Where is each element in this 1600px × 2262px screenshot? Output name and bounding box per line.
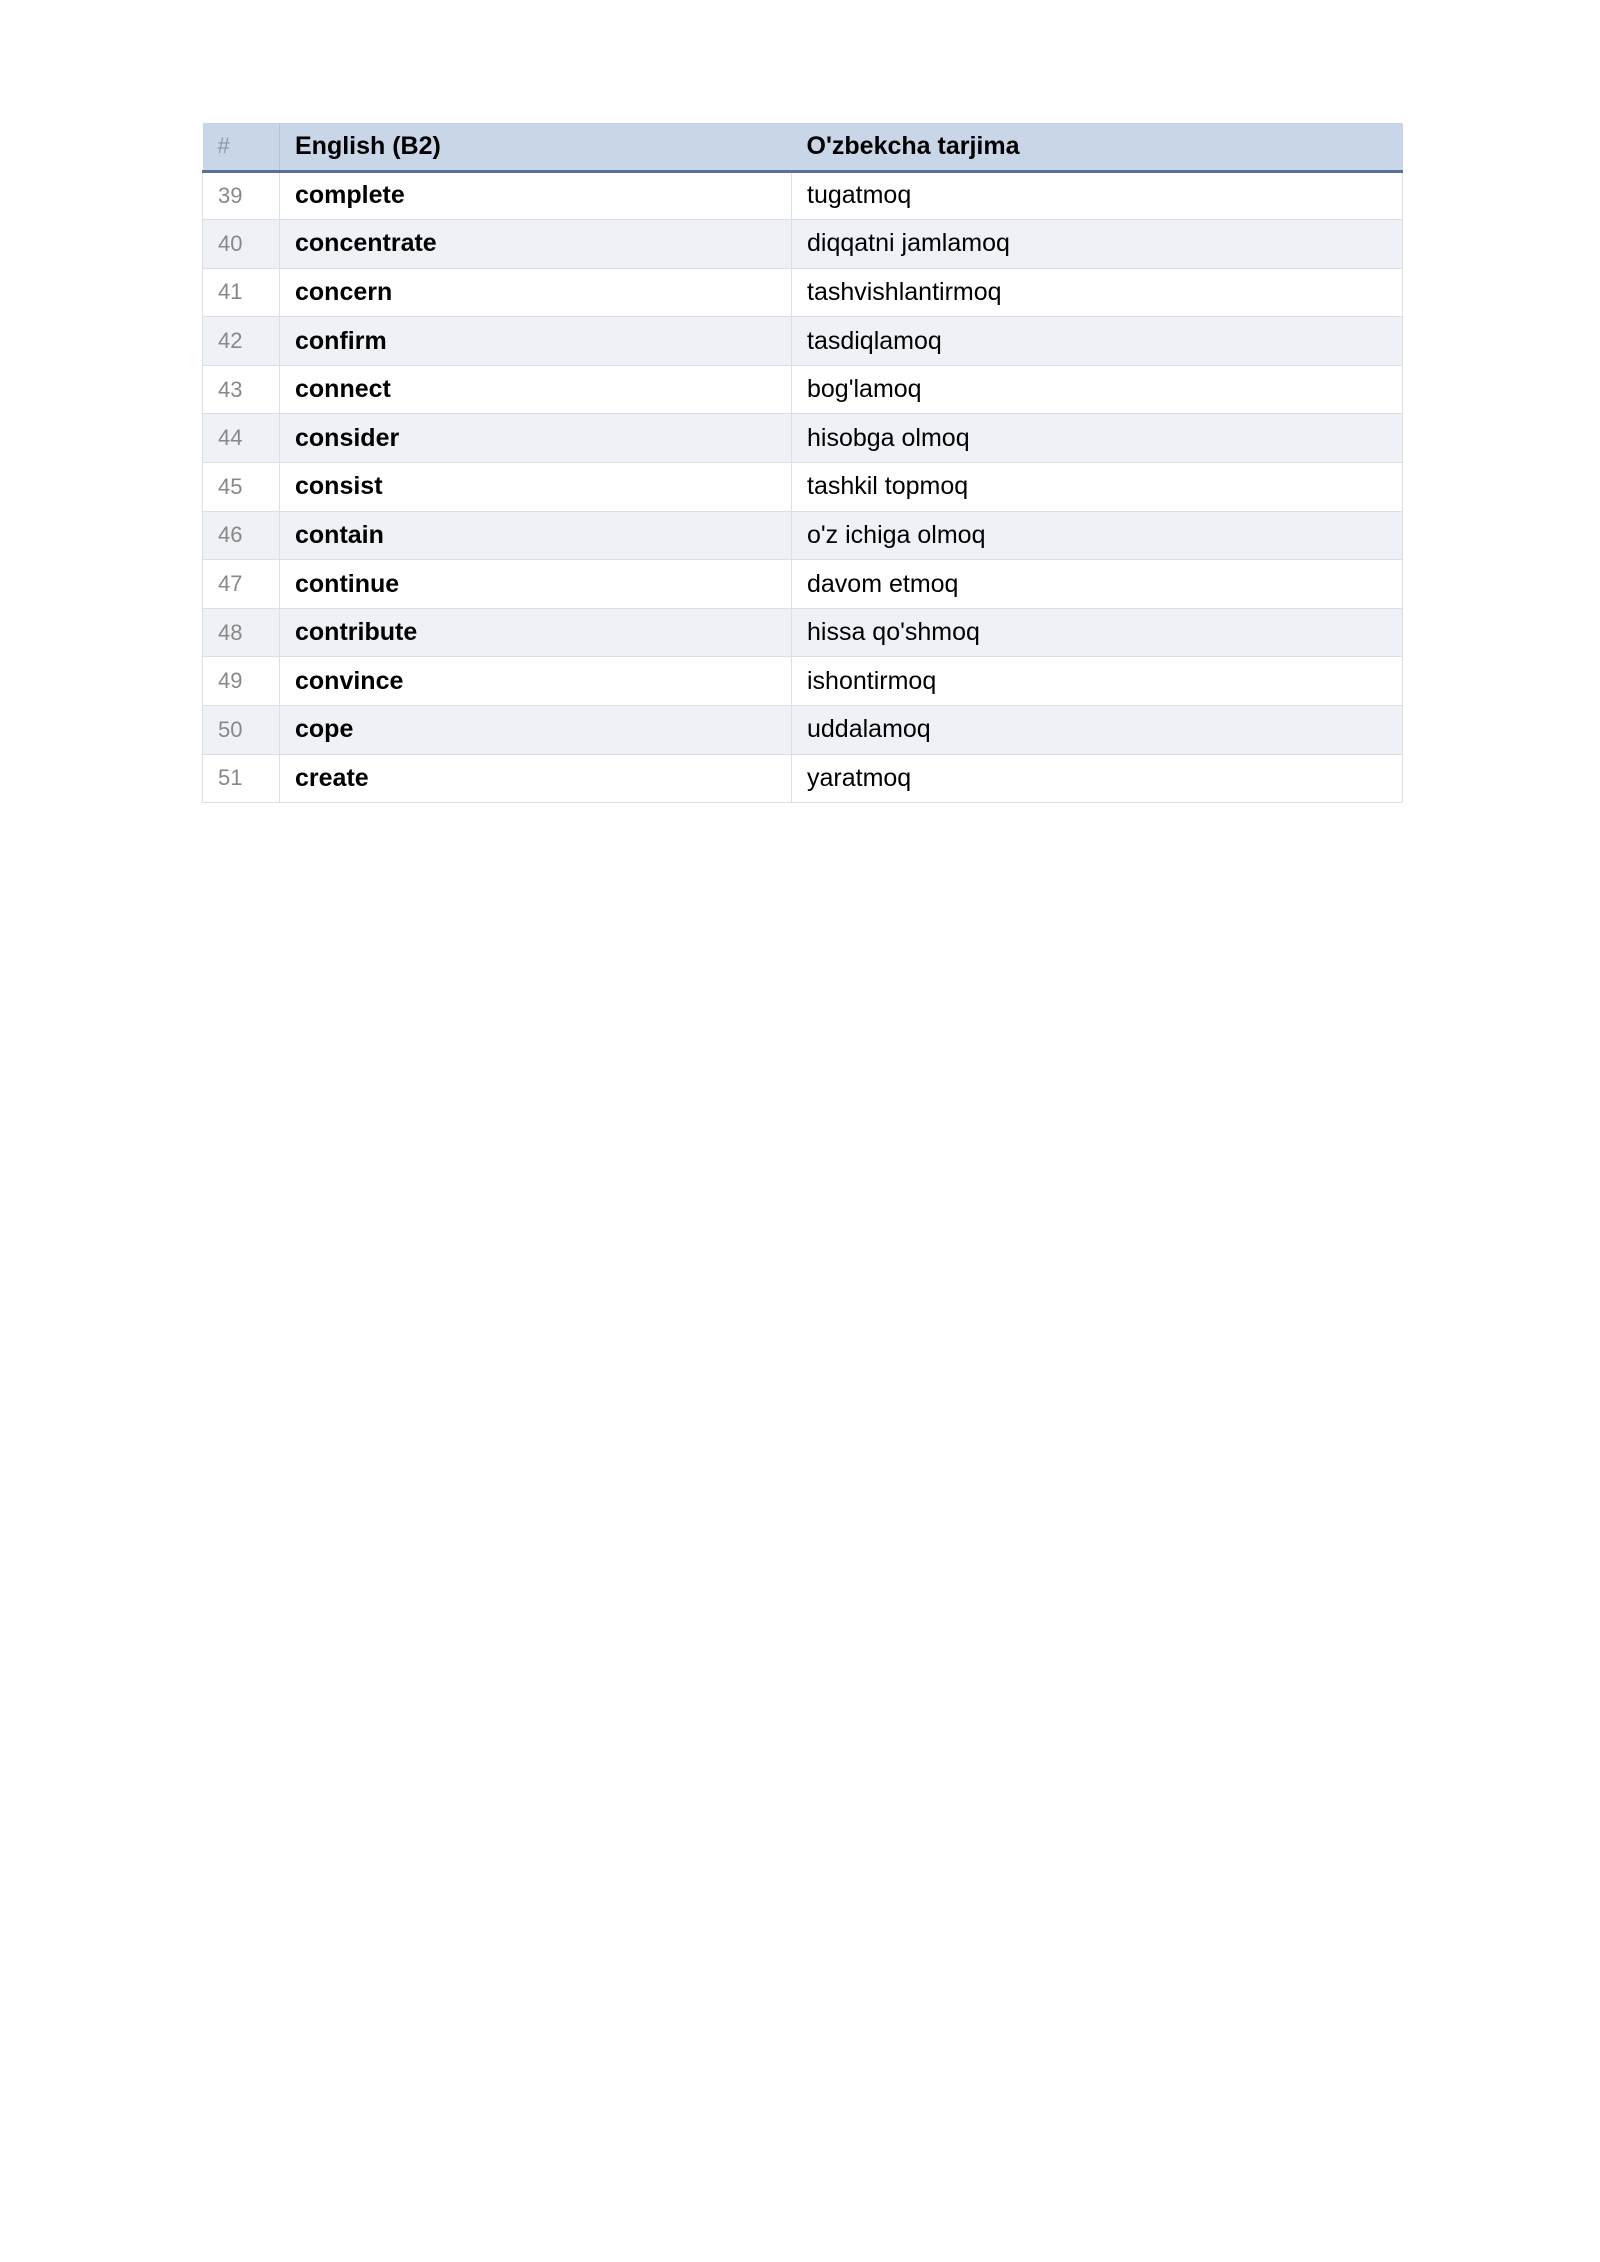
- vocabulary-table: [202, 123, 1403, 803]
- uzbek-translation: yaratmoq: [792, 754, 1403, 803]
- uzbek-translation: diqqatni jamlamoq: [792, 220, 1403, 269]
- row-number: 49: [203, 657, 280, 706]
- english-word: connect: [280, 365, 792, 414]
- english-word: consist: [280, 463, 792, 512]
- header-uzbek: O'zbekcha tarjima: [792, 123, 1403, 171]
- uzbek-translation: tashvishlantirmoq: [792, 268, 1403, 317]
- english-word: concern: [280, 268, 792, 317]
- row-number: 46: [203, 511, 280, 560]
- table-row: [203, 608, 1403, 657]
- row-number: 41: [203, 268, 280, 317]
- uzbek-translation: tugatmoq: [792, 171, 1403, 220]
- row-number: 45: [203, 463, 280, 512]
- header-english: English (B2): [280, 123, 792, 171]
- table-row: [203, 657, 1403, 706]
- table-row: [203, 171, 1403, 220]
- english-word: complete: [280, 171, 792, 220]
- uzbek-translation: bog'lamoq: [792, 365, 1403, 414]
- row-number: 48: [203, 608, 280, 657]
- english-word: contribute: [280, 608, 792, 657]
- english-word: convince: [280, 657, 792, 706]
- table-header: [203, 123, 1403, 171]
- uzbek-translation: hissa qo'shmoq: [792, 608, 1403, 657]
- row-number: 50: [203, 706, 280, 755]
- english-word: consider: [280, 414, 792, 463]
- table-row: [203, 463, 1403, 512]
- uzbek-translation: ishontirmoq: [792, 657, 1403, 706]
- row-number: 47: [203, 560, 280, 609]
- row-number: 44: [203, 414, 280, 463]
- table-body: [203, 171, 1403, 803]
- english-word: confirm: [280, 317, 792, 366]
- row-number: 51: [203, 754, 280, 803]
- uzbek-translation: uddalamoq: [792, 706, 1403, 755]
- table-row: [203, 414, 1403, 463]
- table-row: [203, 511, 1403, 560]
- table-row: [203, 560, 1403, 609]
- table-row: [203, 317, 1403, 366]
- row-number: 42: [203, 317, 280, 366]
- uzbek-translation: tasdiqlamoq: [792, 317, 1403, 366]
- uzbek-translation: hisobga olmoq: [792, 414, 1403, 463]
- row-number: 39: [203, 171, 280, 220]
- table-row: [203, 268, 1403, 317]
- uzbek-translation: tashkil topmoq: [792, 463, 1403, 512]
- table-row: [203, 220, 1403, 269]
- english-word: continue: [280, 560, 792, 609]
- table-row: [203, 754, 1403, 803]
- english-word: concentrate: [280, 220, 792, 269]
- table-row: [203, 706, 1403, 755]
- table-row: [203, 365, 1403, 414]
- row-number: 43: [203, 365, 280, 414]
- uzbek-translation: o'z ichiga olmoq: [792, 511, 1403, 560]
- english-word: contain: [280, 511, 792, 560]
- english-word: cope: [280, 706, 792, 755]
- english-word: create: [280, 754, 792, 803]
- header-row: [203, 123, 1403, 171]
- header-number: #: [203, 123, 280, 171]
- row-number: 40: [203, 220, 280, 269]
- uzbek-translation: davom etmoq: [792, 560, 1403, 609]
